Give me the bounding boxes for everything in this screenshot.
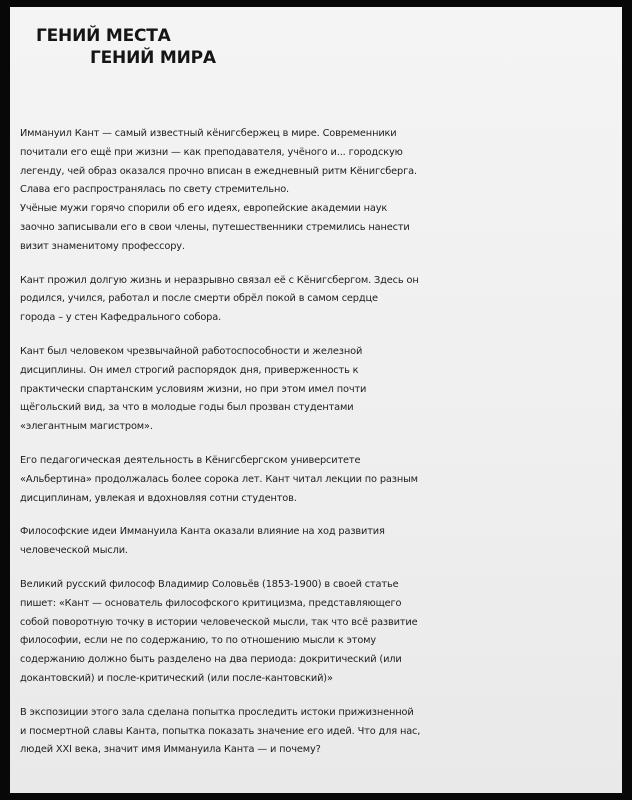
heading-line-1: ГЕНИЙ МЕСТА [36,26,171,46]
text-line: дисциплинам, увлекая и вдохновляя сотни студентов. [20,492,297,504]
text-line: Иммануил Кант — самый известный кёнигсбержец в мире. Современники [20,128,397,139]
text-line: Философские идеи Иммануила Канта оказали влияние на ход развития [20,526,385,538]
text-line: родился, учился, работал и после смерти обрёл покой в самом сердце [20,293,378,305]
text-line: «элегантным магистром». [20,421,153,433]
paragraph-7 [20,704,620,760]
text-line: пишет: «Кант — основатель философского критицизма, представляющего [20,597,402,609]
paragraph-1 [20,125,620,257]
text-line: философии, если не по содержанию, то по отношению мысли к этому [20,635,377,647]
paragraph-2 [20,272,620,328]
text-line: Великий русский философ Владимир Соловьёв (1853-1900) в своей статье [20,578,399,590]
text-line: собой поворотную точку в истории человеческой мысли, так что всё развитие [20,616,418,628]
text-line: В экспозиции этого зала сделана попытка проследить истоки прижизненной [20,706,414,718]
text-line: легенду, чей образ оказался прочно вписан в ежедневный ритм Кёнигсберга. [20,165,417,177]
text-line: почитали его ещё при жизни — как преподавателя, учёного и... городскую [20,146,403,158]
panel-text [20,125,620,775]
paragraph-5 [20,523,620,561]
text-line: Кант прожил долгую жизнь и неразрывно связал её с Кёнигсбергом. Здесь он [20,274,419,286]
paragraph-3 [20,343,620,437]
panel-heading [36,25,216,69]
text-line: Его педагогическая деятельность в Кёнигсбергском университете [20,454,361,466]
text-line: «Альбертина» продолжалась более сорока лет. Кант читал лекции по разным [20,473,418,485]
text-line: дисциплины. Он имел строгий распорядок дня, приверженность к [20,364,359,376]
exhibition-panel [10,7,622,793]
text-line: практически спартанским условиям жизни, но при этом имел почти [20,383,367,395]
heading-line-2: ГЕНИЙ МИРА [90,48,216,68]
text-line: и посмертной славы Канта, попытка показать значение его идей. Что для нас, [20,725,421,737]
text-line: заочно записывали его в свои члены, путешественники стремились нанести [20,221,410,233]
text-line: человеческой мысли. [20,545,128,557]
text-line: докантовский) и после-критический (или после-кантовский)» [20,672,333,684]
text-line: Слава его распространялась по свету стремительно. [20,184,290,196]
paragraph-6 [20,576,620,689]
text-line: щёгольский вид, за что в молодые годы был прозван студентами [20,402,354,414]
text-line: визит знаменитому профессору. [20,240,185,252]
text-line: людей XXI века, значит имя Иммануила Канта — и почему? [20,744,321,756]
text-line: города – у стен Кафедрального собора. [20,312,222,324]
text-line: Учёные мужи горячо спорили об его идеях, европейские академии наук [20,203,388,215]
paragraph-4 [20,452,620,508]
text-line: Кант был человеком чрезвычайной работоспособности и железной [20,345,363,357]
text-line: содержанию должно быть разделено на два периода: докритический (или [20,654,402,666]
